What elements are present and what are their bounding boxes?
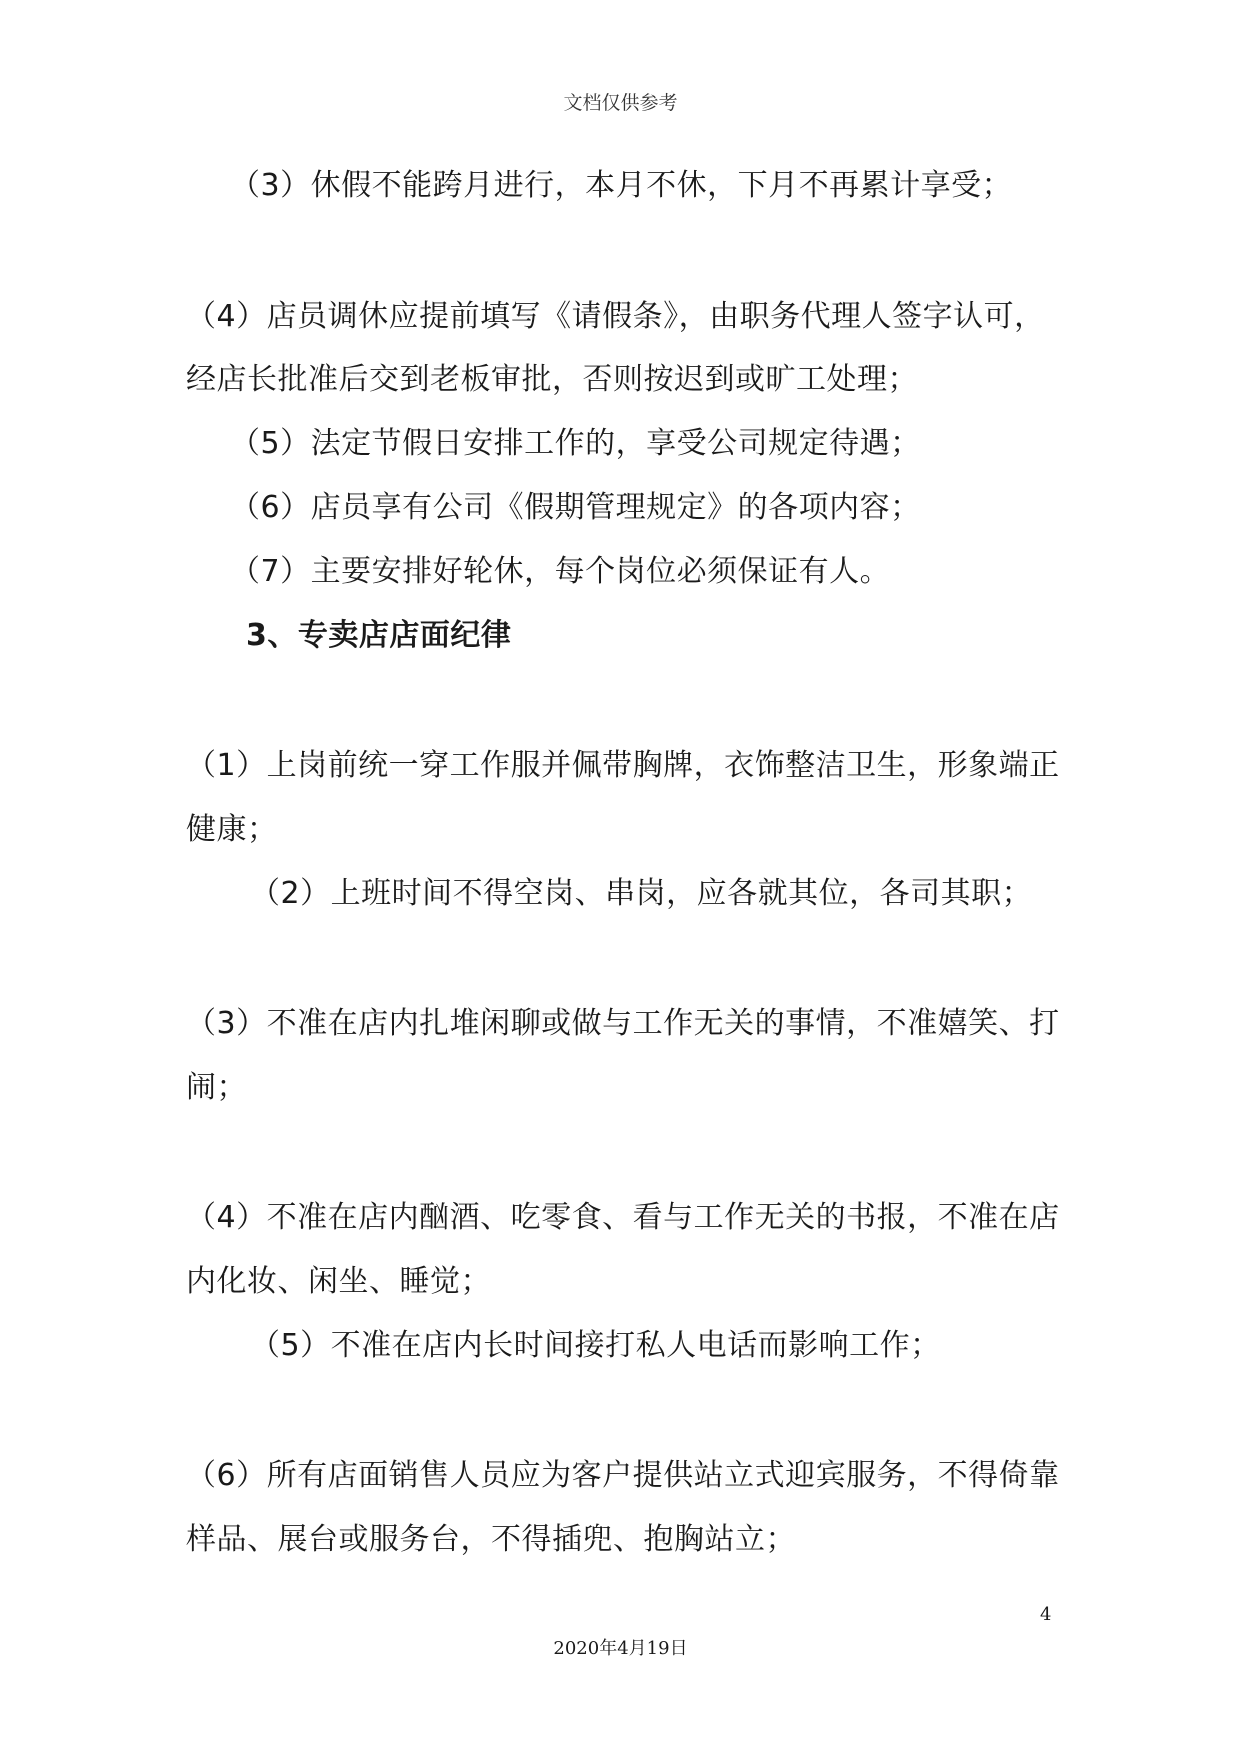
page-header: 文档仅供参考 — [563, 92, 678, 114]
paragraph-line: （2）上班时间不得空岗、串岗，应各就其位，各司其职； — [250, 876, 1033, 911]
paragraph-line: （6）店员享有公司《假期管理规定》的各项内容； — [230, 490, 921, 525]
paragraph-line: 样品、展台或服务台，不得插兜、抱胸站立； — [186, 1522, 796, 1557]
paragraph-line: （7）主要安排好轮休，每个岗位必须保证有人。 — [230, 554, 891, 589]
page-number: 4 — [1040, 1604, 1052, 1625]
section-heading: 3、专卖店店面纪律 — [246, 618, 512, 653]
paragraph-line: 健康； — [186, 812, 278, 847]
paragraph-line: 闹； — [186, 1070, 247, 1105]
paragraph-line: （4）店员调休应提前填写《请假条》，由职务代理人签字认可， — [186, 299, 1045, 334]
paragraph-line: 经店长批准后交到老板审批，否则按迟到或旷工处理； — [186, 362, 918, 397]
page-footer-date: 2020年4月19日 — [553, 1638, 688, 1659]
paragraph-line: （3）不准在店内扎堆闲聊或做与工作无关的事情，不准嬉笑、打 — [186, 1006, 1060, 1041]
paragraph-line: （1）上岗前统一穿工作服并佩带胸牌，衣饰整洁卫生，形象端正 — [186, 748, 1060, 783]
paragraph-line: 内化妆、闲坐、睡觉； — [186, 1264, 491, 1299]
paragraph-line: （3）休假不能跨月进行，本月不休，下月不再累计享受； — [230, 168, 1013, 203]
paragraph-line: （5）不准在店内长时间接打私人电话而影响工作； — [250, 1328, 941, 1363]
paragraph-line: （4）不准在店内酗酒、吃零食、看与工作无关的书报，不准在店 — [186, 1200, 1060, 1235]
paragraph-line: （6）所有店面销售人员应为客户提供站立式迎宾服务，不得倚靠 — [186, 1458, 1060, 1493]
paragraph-line: （5）法定节假日安排工作的，享受公司规定待遇； — [230, 426, 921, 461]
